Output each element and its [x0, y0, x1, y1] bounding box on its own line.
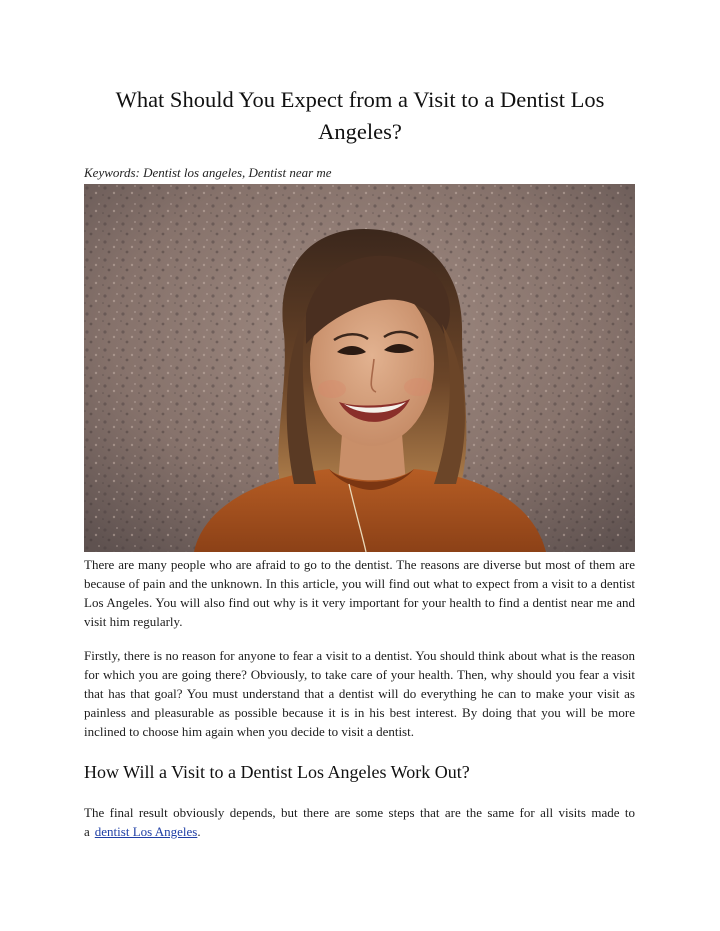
dentist-los-angeles-link[interactable]: dentist Los Angeles: [94, 824, 198, 839]
portrait-photo: [84, 184, 635, 552]
section-heading: How Will a Visit to a Dentist Los Angeles Work Out?: [84, 762, 470, 782]
closing-period: .: [197, 824, 201, 839]
keywords-line: Keywords: Dentist los angeles, Dentist near me: [84, 165, 332, 180]
body-paragraph: Firstly, there is no reason for anyone to fear a visit to a dentist. You should think about what is the reason for which you are going there? Obviously, to take care of your health. Then, why should you fear a visit that has that goal? You must understand that a dentist will do everything he can to make your visit as painless and pleasurable as possible because it is in his best interest. By doing that you will be more inclined to choose him again when you decide to visit a dentist.: [84, 648, 635, 739]
closing-text: The final result obviously depends, but there are some steps that are the same for all visits made to a: [84, 805, 635, 839]
document-title: What Should You Expect from a Visit to a Dentist Los Angeles?: [115, 87, 605, 144]
closing-paragraph: [84, 803, 635, 841]
intro-paragraph: There are many people who are afraid to go to the dentist. The reasons are diverse but most of them are because of pain and the unknown. In this article, you will find out what to expect from a visit to a dentist Los Angeles. You will also find out why is it very important for your health to find a dentist near me and visit him regularly.: [84, 557, 635, 629]
